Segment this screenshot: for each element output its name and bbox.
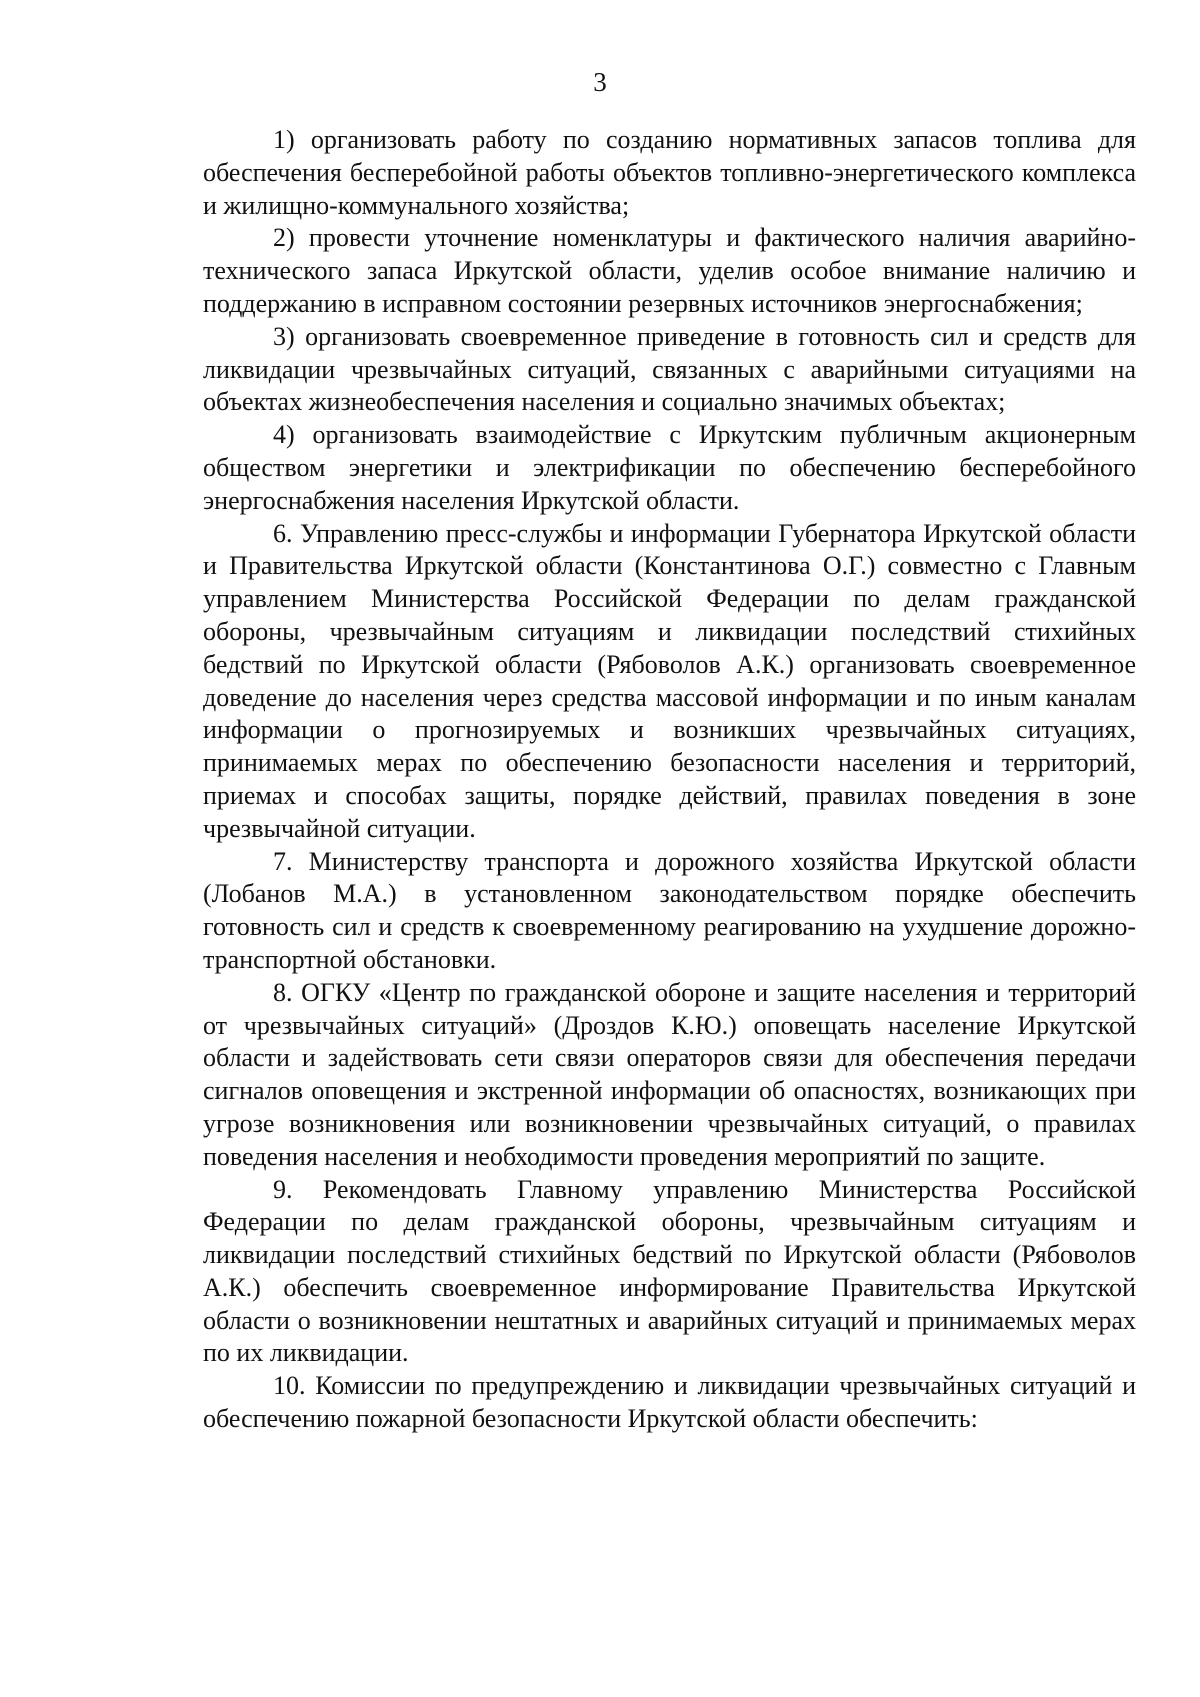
paragraph-section-6: 6. Управлению пресс-службы и информации Губернатора Иркутской области и Правительства Иркутской области (Константинова О.Г.) совместно с Главным управлением Министерства Российской Федерации по делам гражданской обороны, чрезвычайным ситуациям и ликвидации последствий стихийных бедствий по Иркутской области (Рябоволов А.К.) организовать своевременное доведение до населения через средства массовой информации и по иным каналам информации о прогнозируемых и возникших чрезвычайных ситуациях, принимаемых мерах по обеспечению безопасности населения и территорий, приемах и способах защиты, порядке действий, правилах поведения в зоне чрезвычайной ситуации.: [203, 518, 1136, 843]
paragraph-item-1: 1) организовать работу по созданию нормативных запасов топлива для обеспечения бесперебойной работы объектов топливно-энергетического комплекса и жилищно-коммунального хозяйства;: [203, 125, 1136, 220]
page-number: 3: [593, 67, 607, 97]
paragraph-item-2: 2) провести уточнение номенклатуры и фактического наличия аварийно-технического запаса Иркутской области, уделив особое внимание наличию и поддержанию в исправном состоянии резервных источников энергоснабжения;: [203, 223, 1136, 318]
paragraph-section-7: 7. Министерству транспорта и дорожного хозяйства Иркутской области (Лобанов М.А.) в установленном законодательством порядке обеспечить готовность сил и средств к своевременному реагированию на ухудшение дорожно-транспортной обстановки.: [203, 846, 1136, 974]
paragraph-item-4: 4) организовать взаимодействие с Иркутским публичным акционерным обществом энергетики и электрификации по обеспечению бесперебойного энергоснабжения населения Иркутской области.: [203, 420, 1136, 515]
document-body: [203, 124, 1136, 1436]
paragraph-item-3: 3) организовать своевременное приведение в готовность сил и средств для ликвидации чрезвычайных ситуаций, связанных с аварийными ситуациями на объектах жизнеобеспечения населения и социально значимых объектах;: [203, 321, 1136, 417]
paragraph-section-9: 9. Рекомендовать Главному управлению Министерства Российской Федерации по делам гражданской обороны, чрезвычайным ситуациям и ликвидации последствий стихийных бедствий по Иркутской области (Рябоволов А.К.) обеспечить своевременное информирование Правительства Иркутской области о возникновении нештатных и аварийных ситуаций и принимаемых мерах по их ликвидации.: [203, 1174, 1136, 1368]
paragraph-section-10: 10. Комиссии по предупреждению и ликвидации чрезвычайных ситуаций и обеспечению пожарной безопасности Иркутской области обеспечить:: [203, 1371, 1136, 1434]
paragraph-section-8: 8. ОГКУ «Центр по гражданской обороне и защите населения и территорий от чрезвычайных ситуаций» (Дроздов К.Ю.) оповещать население Иркутской области и задействовать сети связи операторов связи для обеспечения передачи сигналов оповещения и экстренной информации об опасностях, возникающих при угрозе возникновения или возникновении чрезвычайных ситуаций, о правилах поведения населения и необходимости проведения мероприятий по защите.: [203, 977, 1136, 1171]
